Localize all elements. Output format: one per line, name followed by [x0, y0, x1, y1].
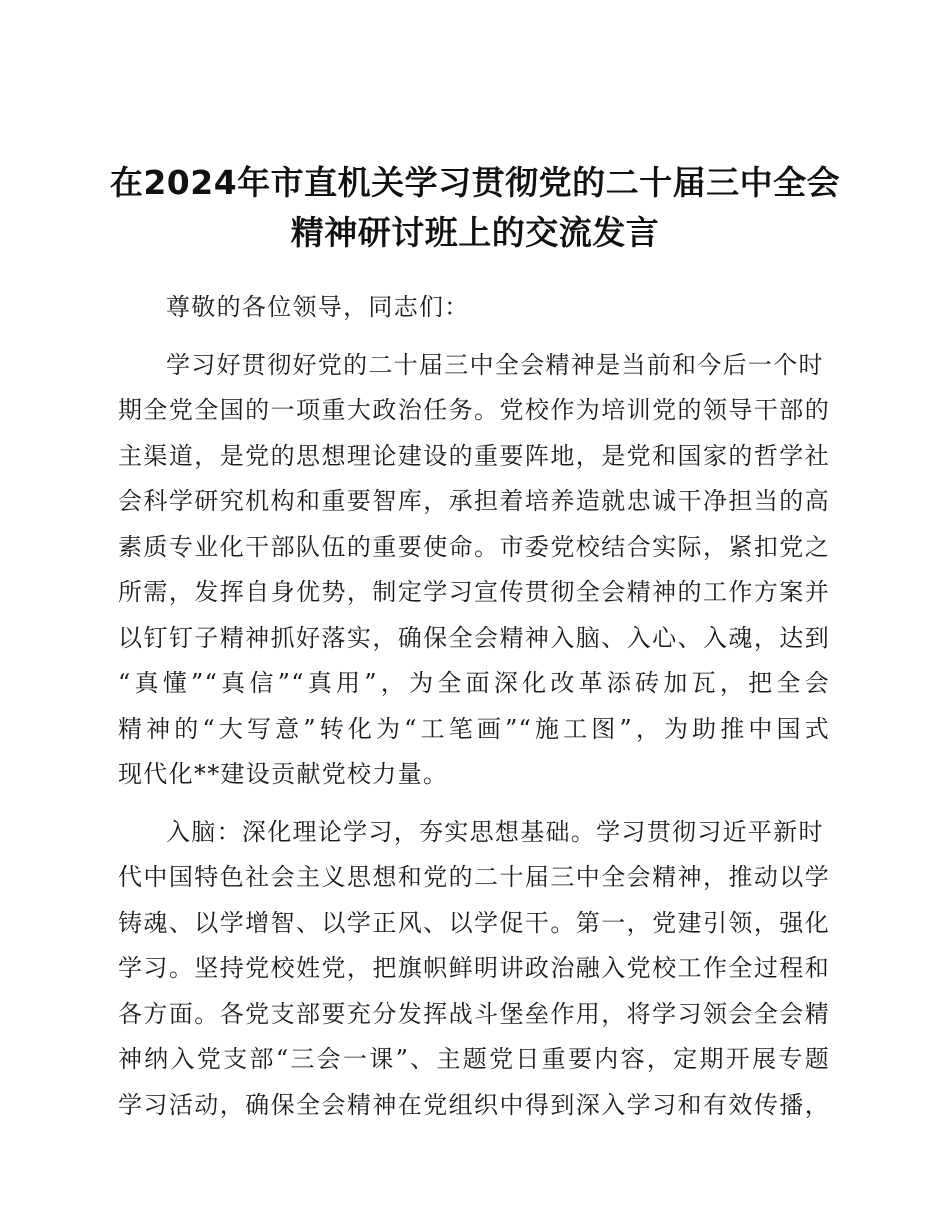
title-line-1: 在2024年市直机关学习贯彻党的二十届三中全会 — [109, 163, 841, 202]
paragraph-line: 代中国特色社会主义思想和党的二十届三中全会精神，推动以学 — [118, 863, 830, 891]
paragraph-line: 学习好贯彻好党的二十届三中全会精神是当前和今后一个时 — [166, 350, 824, 379]
paragraph-intro — [118, 343, 830, 798]
paragraph-line: 各方面。各党支部要充分发挥战斗堡垒作用，将学习领会全会精 — [118, 999, 830, 1028]
paragraph-line: 铸魂、以学增智、以学正风、以学促干。第一，党建引领，强化 — [118, 908, 830, 937]
paragraph-line: 精神的“大写意”转化为“工笔画”“施工图”，为助推中国式 — [118, 714, 830, 743]
paragraph-line: 期全党全国的一项重大政治任务。党校作为培训党的领导干部的 — [118, 396, 830, 424]
paragraph-line: 以钉钉子精神抓好落实，确保全会精神入脑、入心、入魂，达到 — [118, 623, 830, 652]
paragraph-line: 入脑：深化理论学习，夯实思想基础。学习贯彻习近平新时 — [166, 817, 824, 846]
paragraph-line: 素质专业化干部队伍的重要使命。市委党校结合实际，紧扣党之 — [118, 532, 830, 561]
paragraph-line: 学习活动，确保全会精神在党组织中得到深入学习和有效传播， — [118, 1090, 830, 1119]
paragraph-line: 学习。坚持党校姓党，把旗帜鲜明讲政治融入党校工作全过程和 — [118, 954, 830, 982]
salutation: 尊敬的各位领导，同志们： — [166, 293, 470, 321]
document-body — [118, 285, 830, 1128]
title-line-2: 精神研讨班上的交流发言 — [290, 213, 660, 252]
paragraph-line: 主渠道，是党的思想理论建设的重要阵地，是党和国家的哲学社 — [118, 441, 830, 470]
paragraph-line: “真懂”“真信”“真用”，为全面深化改革添砖加瓦，把全会 — [118, 669, 830, 697]
paragraph-line: 现代化**建设贡献党校力量。 — [118, 760, 449, 788]
paragraph-ru-nao — [118, 810, 830, 1129]
document-title — [100, 158, 850, 258]
paragraph-line: 会科学研究机构和重要智库，承担着培养造就忠诚干净担当的高 — [118, 487, 830, 515]
paragraph-line: 所需，发挥自身优势，制定学习宣传贯彻全会精神的工作方案并 — [118, 578, 830, 606]
paragraph-line: 神纳入党支部“三会一课”、主题党日重要内容，定期开展专题 — [118, 1045, 830, 1073]
